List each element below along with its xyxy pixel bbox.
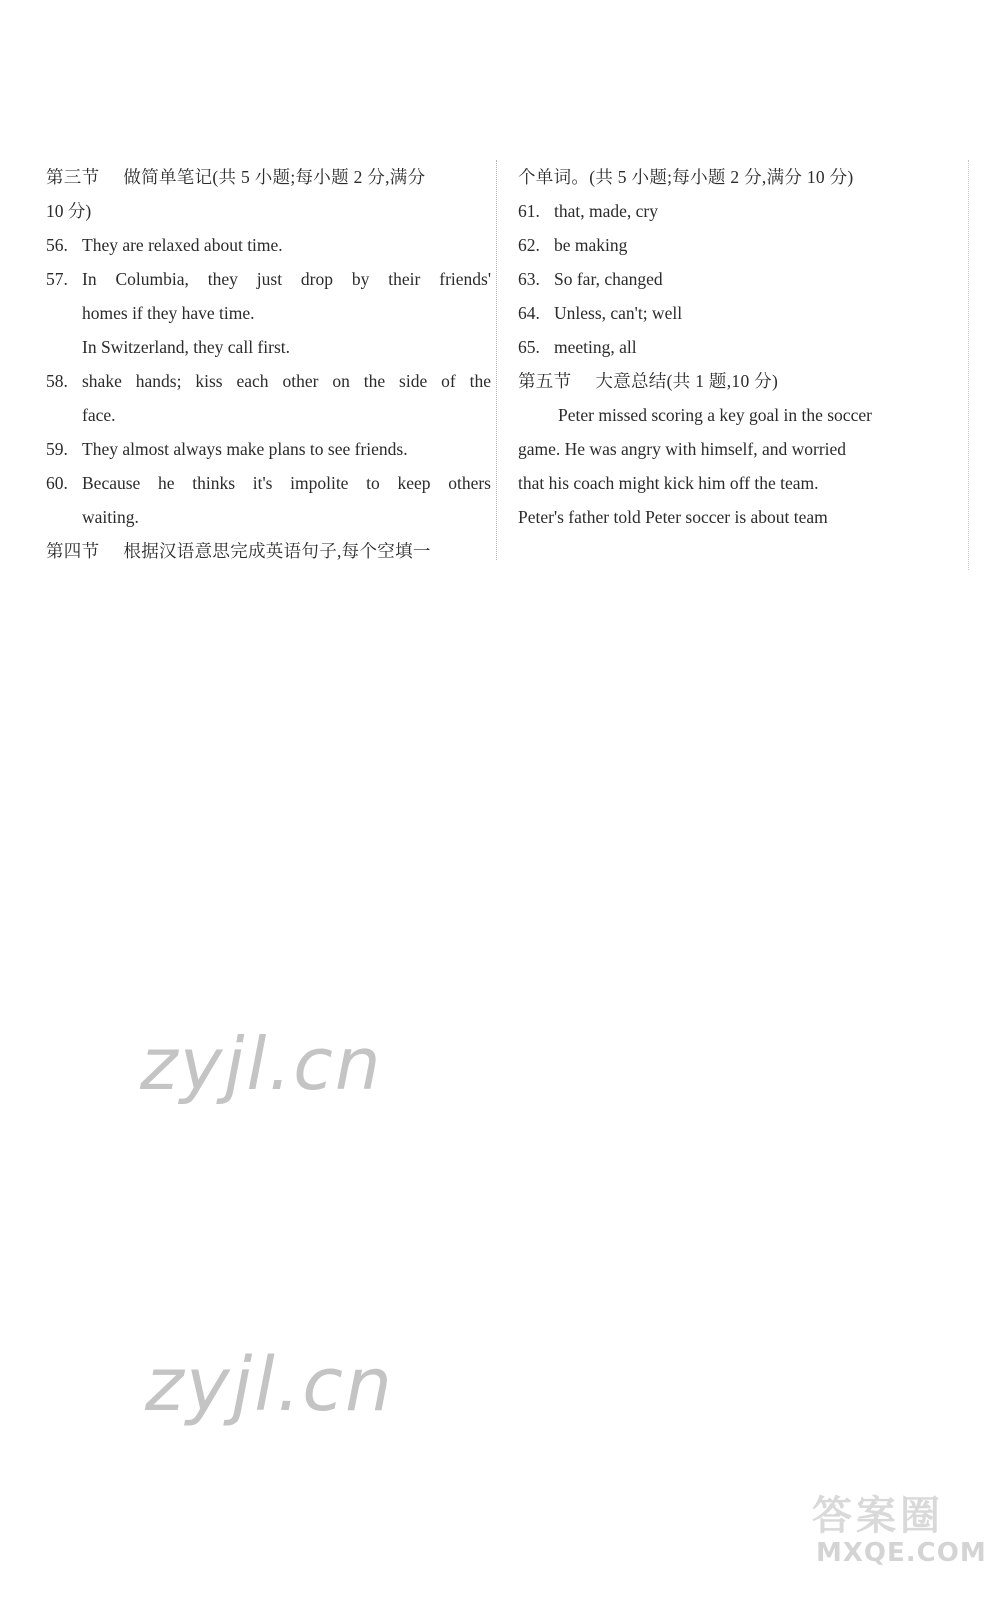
section-title: 做简单笔记(共 5 小题;每小题 2 分,满分 <box>123 167 426 187</box>
question-number: 58. <box>46 371 68 391</box>
question-number: 60. <box>46 473 68 493</box>
summary-line-2: game. He was angry with himself, and worried <box>518 439 847 459</box>
answer-58 <box>46 364 491 398</box>
section-label: 第五节 <box>518 371 572 391</box>
watermark: zyjl.cn <box>145 1342 394 1428</box>
answer-text: that, made, cry <box>554 201 658 221</box>
right-column <box>518 160 968 534</box>
summary-line-4: Peter's father told Peter soccer is about team <box>518 507 828 527</box>
logo-text-en: MXQE.COM <box>816 1538 987 1568</box>
watermark: zyjl.cn <box>140 1022 383 1106</box>
answer-text: So far, changed <box>554 269 663 289</box>
section4-heading-cont: 个单词。(共 5 小题;每小题 2 分,满分 10 分) <box>518 167 854 187</box>
summary-line-3: that his coach might kick him off the team. <box>518 473 819 493</box>
answer-64 <box>518 296 968 330</box>
answer-59 <box>46 432 491 466</box>
answer-text: shake hands; kiss each other on the side of the <box>82 371 491 391</box>
question-number: 62. <box>518 235 540 255</box>
left-column <box>46 160 491 568</box>
question-number: 64. <box>518 303 540 323</box>
answer-text: Because he thinks it's impolite to keep others <box>82 473 491 493</box>
answer-57 <box>46 262 491 296</box>
site-logo <box>812 1484 987 1584</box>
answer-57-line3: In Switzerland, they call first. <box>82 337 290 357</box>
question-number: 59. <box>46 439 68 459</box>
logo-text-cn: 答案圈 <box>812 1493 944 1539</box>
answer-57-line2: homes if they have time. <box>82 303 255 323</box>
answer-text: In Columbia, they just drop by their friends' <box>82 269 491 289</box>
question-number: 56. <box>46 235 68 255</box>
answer-56 <box>46 228 491 262</box>
answer-61 <box>518 194 968 228</box>
answer-text: Unless, can't; well <box>554 303 683 323</box>
section-title: 根据汉语意思完成英语句子,每个空填一 <box>123 541 431 561</box>
section-title: 大意总结(共 1 题,10 分) <box>595 371 779 391</box>
section3-heading <box>46 160 491 194</box>
section3-heading-cont: 10 分) <box>46 201 92 221</box>
answer-text: meeting, all <box>554 337 637 357</box>
section4-heading <box>46 534 491 568</box>
question-number: 61. <box>518 201 540 221</box>
question-number: 57. <box>46 269 68 289</box>
answer-text: be making <box>554 235 628 255</box>
answer-62 <box>518 228 968 262</box>
answer-65 <box>518 330 968 364</box>
section-label: 第四节 <box>46 541 100 561</box>
answer-63 <box>518 262 968 296</box>
summary-line-1: Peter missed scoring a key goal in the soccer <box>558 405 872 425</box>
answer-60-line2: waiting. <box>82 507 139 527</box>
question-number: 65. <box>518 337 540 357</box>
section5-heading <box>518 364 968 398</box>
answer-text: They almost always make plans to see friends. <box>82 439 408 459</box>
column-divider <box>496 160 497 560</box>
answer-60 <box>46 466 491 500</box>
page-edge-line <box>968 160 969 570</box>
answer-58-line2: face. <box>82 405 116 425</box>
question-number: 63. <box>518 269 540 289</box>
answer-text: They are relaxed about time. <box>82 235 283 255</box>
section-label: 第三节 <box>46 167 100 187</box>
